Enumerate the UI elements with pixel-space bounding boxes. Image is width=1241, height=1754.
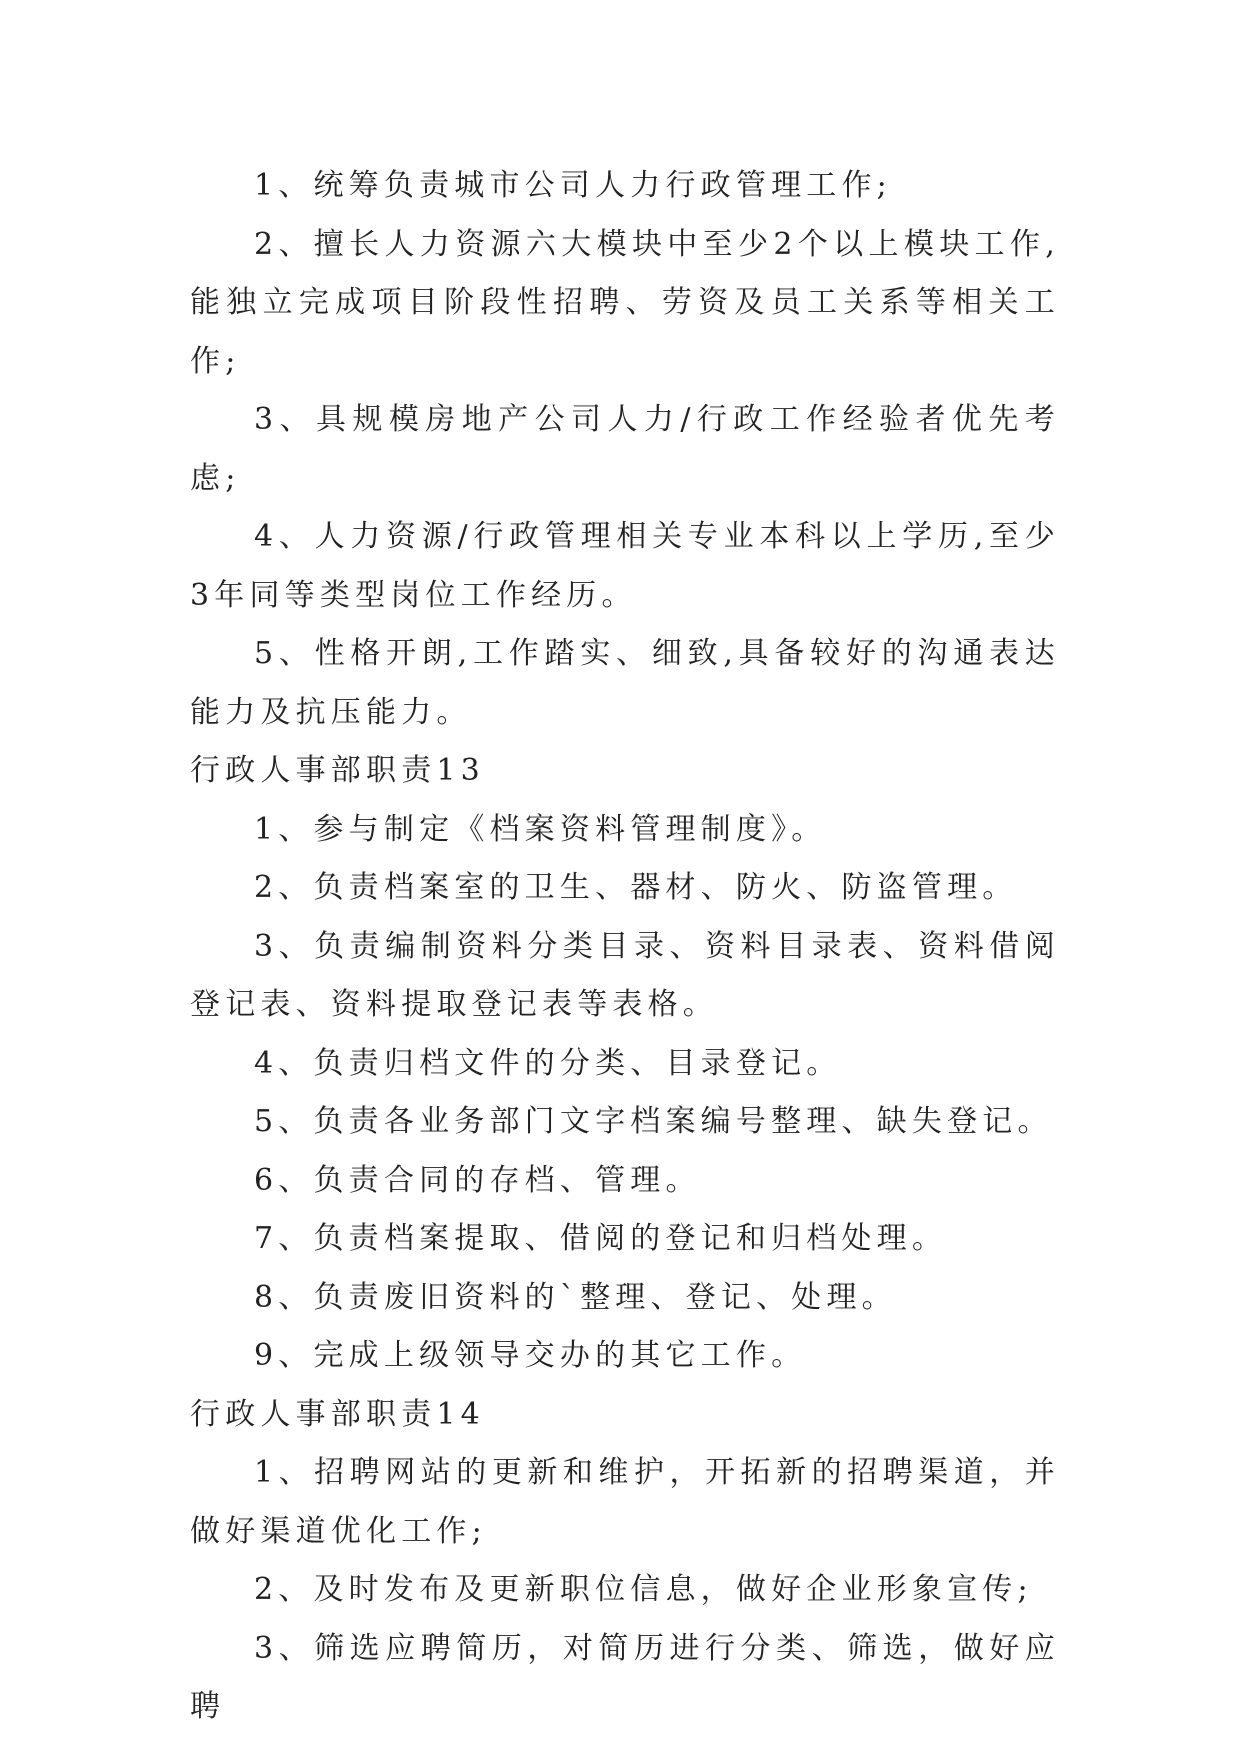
document-body [190, 157, 1060, 1737]
list-item: 6、负责合同的存档、管理。 [254, 1162, 701, 1198]
list-item: 2、及时发布及更新职位信息，做好企业形象宣传; [254, 1572, 1033, 1607]
list-item: 3、负责编制资料分类目录、资料目录表、资料借阅登记表、资料提取登记表等表格。 [190, 928, 1060, 1022]
list-item: 2、负责档案室的卫生、器材、防火、防盗管理。 [254, 870, 1018, 905]
list-item: 5、性格开朗,工作踏实、细致,具备较好的沟通表达能力及抗压能力。 [190, 636, 1060, 730]
list-item: 5、负责各业务部门文字档案编号整理、缺失登记。 [254, 1104, 1053, 1139]
list-item: 3、筛选应聘简历，对简历进行分类、筛选，做好应聘 [190, 1630, 1060, 1724]
section-heading-14: 行政人事部职责14 [190, 1396, 485, 1432]
section-heading-13: 行政人事部职责13 [190, 753, 485, 788]
list-item: 1、参与制定《档案资料管理制度》。 [254, 811, 827, 847]
list-item: 1、招聘网站的更新和维护，开拓新的招聘渠道，并做好渠道优化工作; [190, 1455, 1060, 1549]
list-item: 3、具规模房地产公司人力/行政工作经验者优先考虑; [190, 402, 1060, 496]
list-item: 9、完成上级领导交办的其它工作。 [254, 1338, 807, 1373]
list-item: 8、负责废旧资料的`整理、登记、处理。 [254, 1279, 897, 1315]
list-item: 1、统筹负责城市公司人力行政管理工作; [254, 168, 892, 203]
list-item: 4、负责归档文件的分类、目录登记。 [254, 1045, 842, 1081]
list-item: 7、负责档案提取、借阅的登记和归档处理。 [254, 1221, 948, 1256]
list-item: 4、人力资源/行政管理相关专业本科以上学历,至少3年同等类型岗位工作经历。 [190, 519, 1060, 613]
list-item: 2、擅长人力资源六大模块中至少2个以上模块工作,能独立完成项目阶段性招聘、劳资及员工关系等相关工作; [190, 226, 1060, 379]
